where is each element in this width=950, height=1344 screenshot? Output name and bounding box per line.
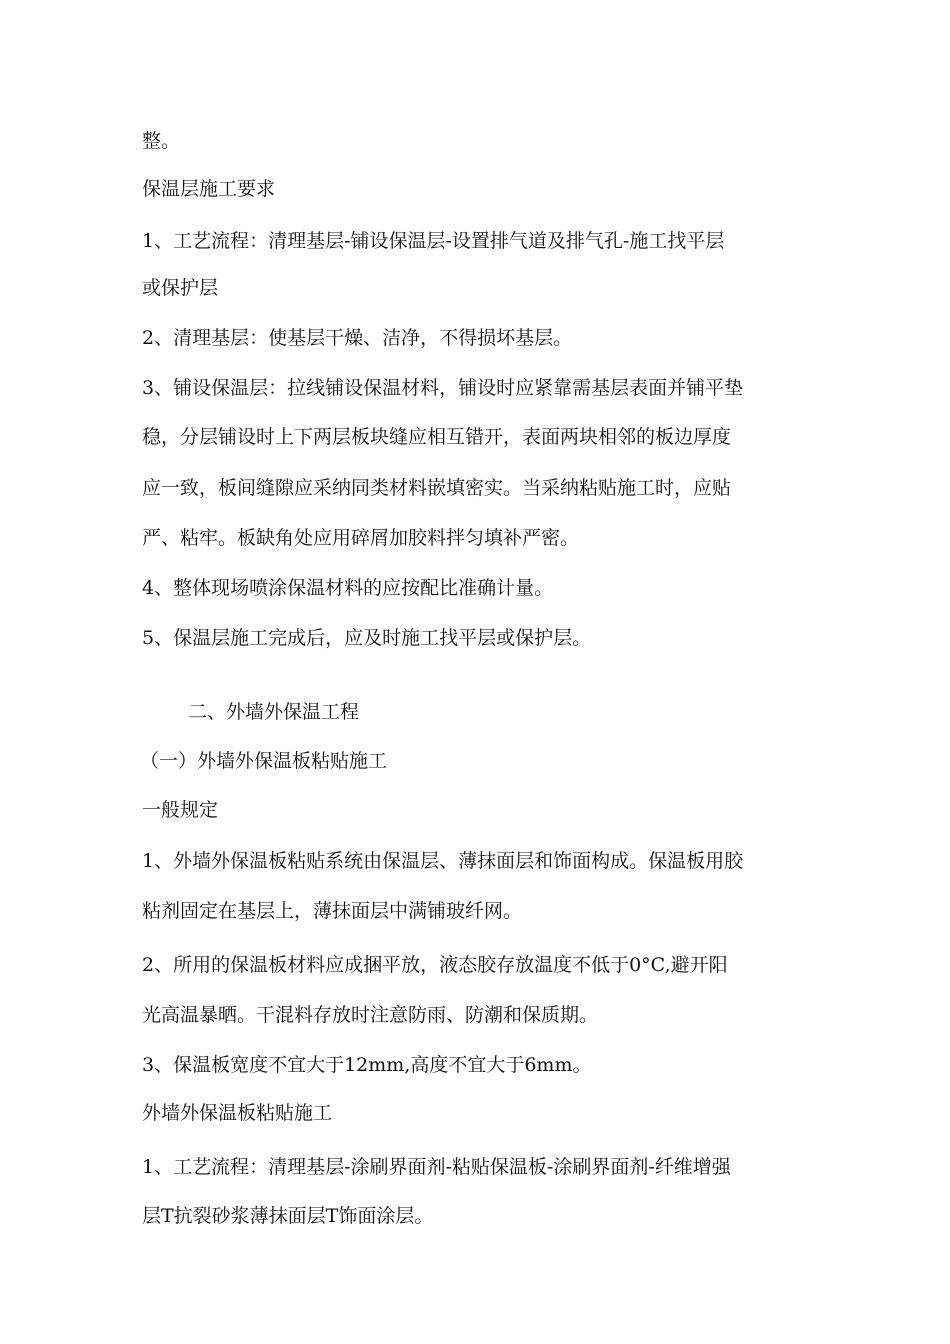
text-line: 2、所用的保温板材料应成捆平放，液态胶存放温度不低于0°C,避开阳 <box>142 954 728 976</box>
text-line: 3、铺设保温层：拉线铺设保温材料，铺设时应紧靠需基层表面并铺平垫 <box>142 377 744 399</box>
section-heading: 一般规定 <box>142 799 219 821</box>
text-line: 光高温暴晒。干混料存放时注意防雨、防潮和保质期。 <box>142 1004 599 1026</box>
text-line: 应一致，板间缝隙应采纳同类材料嵌填密实。当采纳粘贴施工时，应贴 <box>142 477 732 499</box>
text-line: 1、工艺流程：清理基层-铺设保温层-设置排气道及排气孔-施工找平层 <box>142 230 725 252</box>
text-line: 层T抗裂砂浆薄抹面层T饰面涂层。 <box>142 1205 434 1227</box>
text-line: 2、清理基层：使基层干燥、洁净，不得损坏基层。 <box>142 327 573 349</box>
chapter-heading: 二、外墙外保温工程 <box>188 701 360 723</box>
text-line: 1、工艺流程：清理基层-涂刷界面剂-粘贴保温板-涂刷界面剂-纤维增强 <box>142 1156 731 1178</box>
text-line: 或保护层 <box>142 277 219 299</box>
text-line: 3、保温板宽度不宜大于12mm,高度不宜大于6mm。 <box>142 1054 592 1076</box>
text-line: 粘剂固定在基层上，薄抹面层中满铺玻纤网。 <box>142 900 523 922</box>
text-line: 稳，分层铺设时上下两层板块缝应相互错开，表面两块相邻的板边厚度 <box>142 426 732 448</box>
section-heading: 外墙外保温板粘贴施工 <box>142 1102 333 1124</box>
text-line: 5、保温层施工完成后，应及时施工找平层或保护层。 <box>142 627 592 649</box>
section-heading: 保温层施工要求 <box>142 178 276 200</box>
subsection-heading: （一）外墙外保温板粘贴施工 <box>140 750 388 772</box>
text-line: 整。 <box>142 130 181 152</box>
text-line: 严、粘牢。板缺角处应用碎屑加胶料拌匀填补严密。 <box>142 527 580 549</box>
text-line: 1、外墙外保温板粘贴系统由保温层、薄抹面层和饰面构成。保温板用胶 <box>142 850 744 872</box>
text-line: 4、整体现场喷涂保温材料的应按配比准确计量。 <box>142 577 554 599</box>
